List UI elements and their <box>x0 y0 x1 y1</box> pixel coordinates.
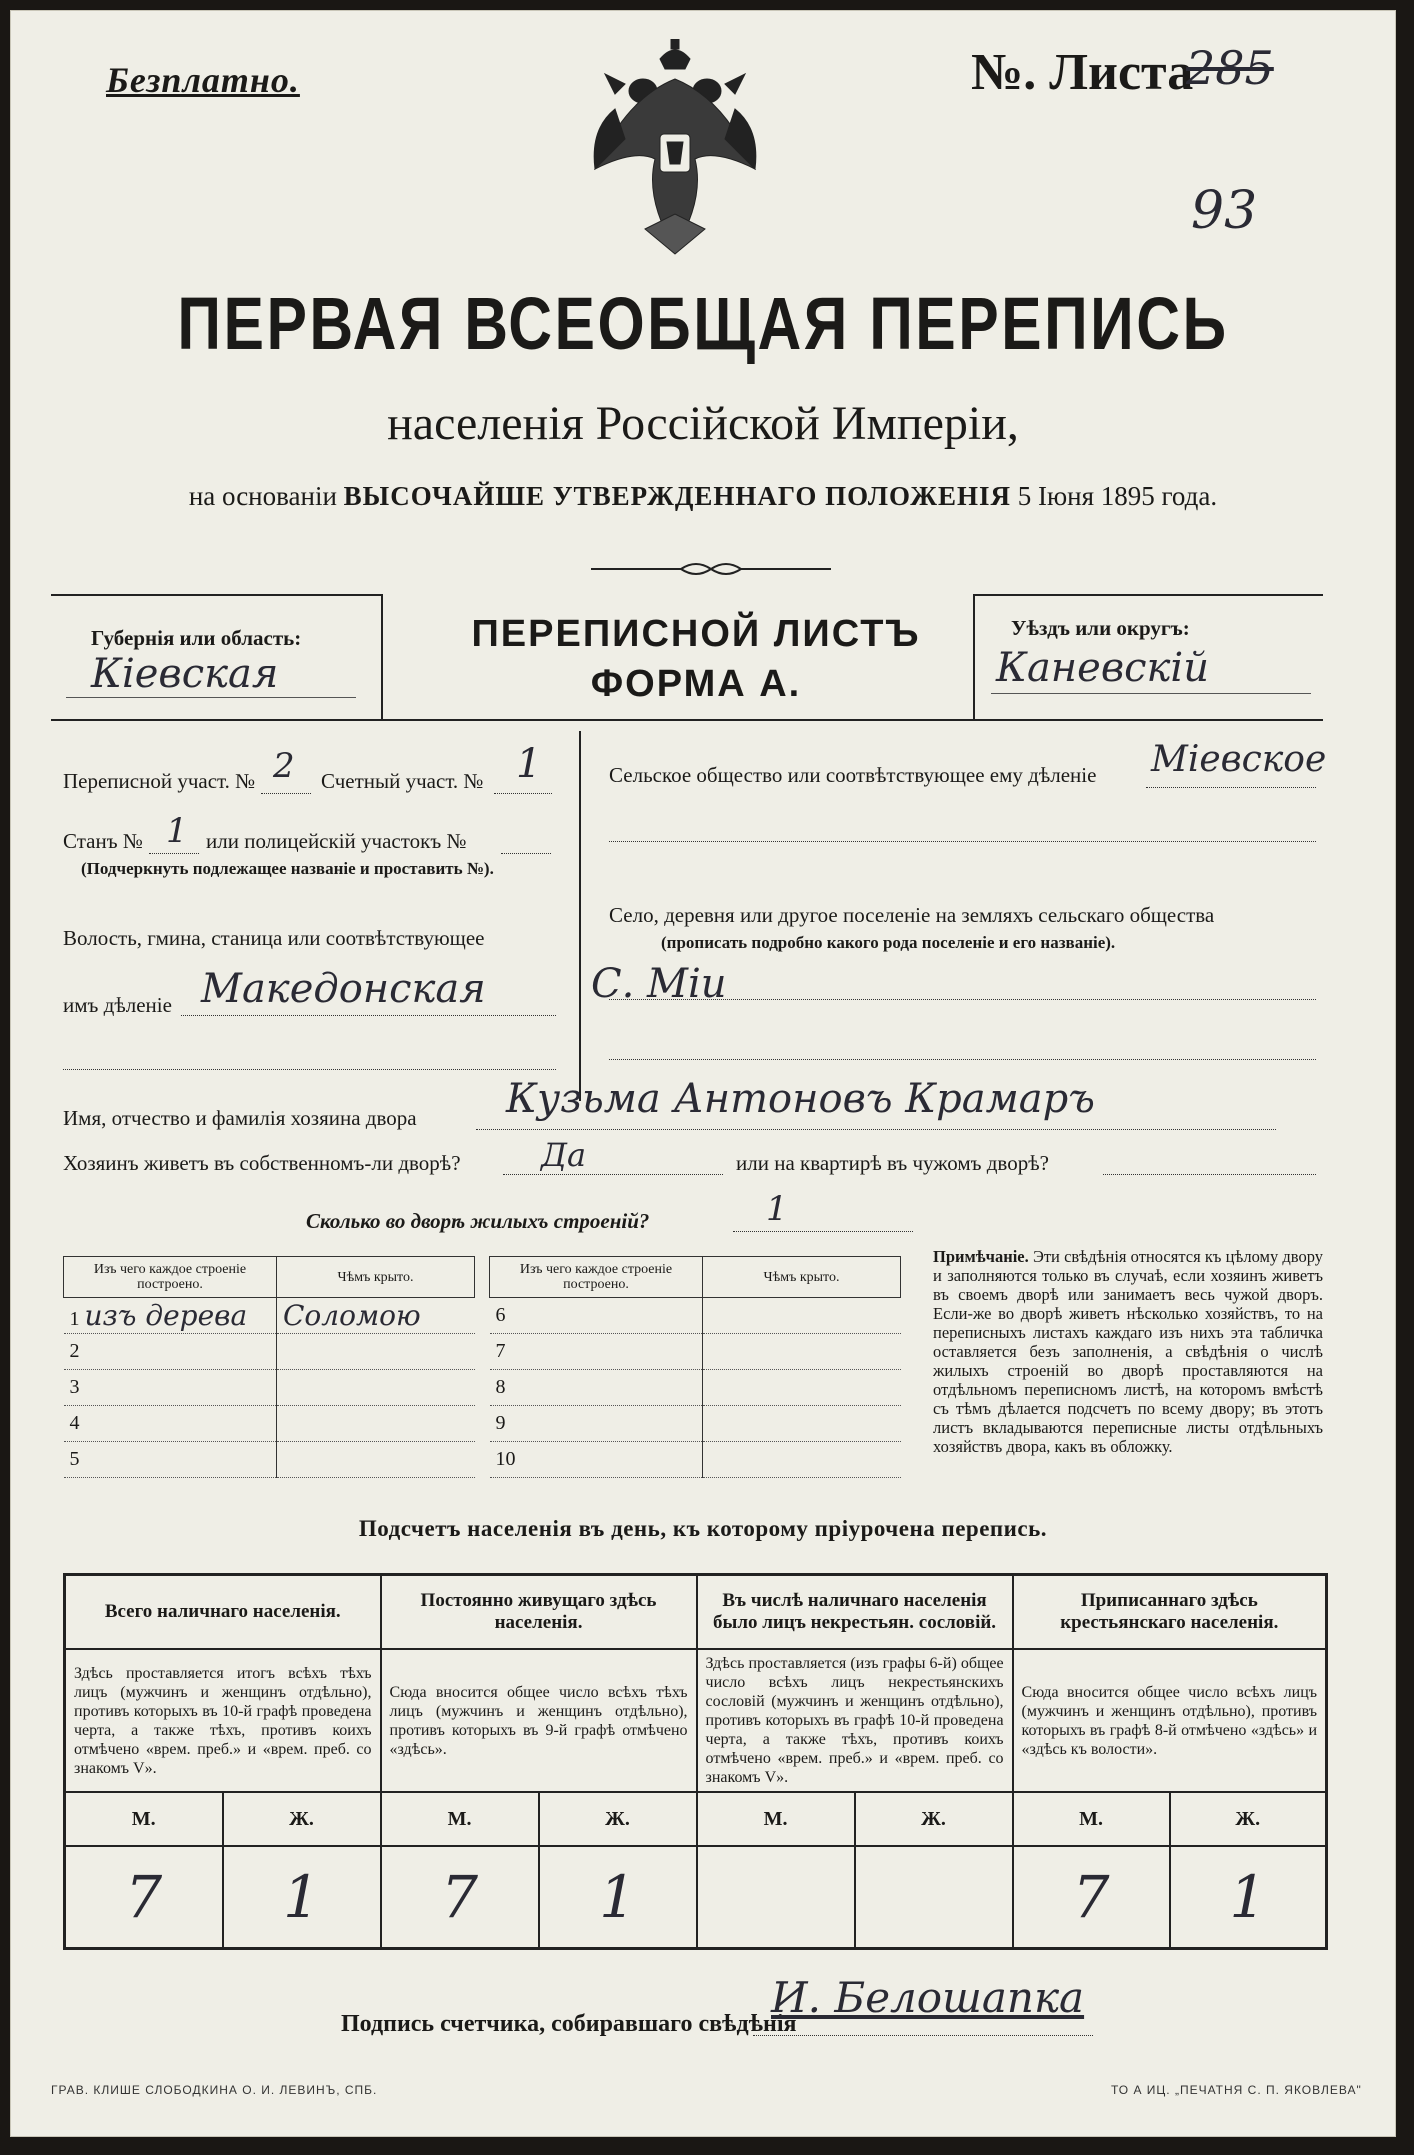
col-permanent-desc: Сюда вносится общее число всѣхъ тѣхъ лицъ (мужчинъ и женщинъ отдѣльно), противъ которыхъ въ 9-й графѣ отмѣчено «здѣсь». <box>381 1649 697 1792</box>
village-label: Село, деревня или другое поселеніе на земляхъ сельскаго общества <box>609 903 1215 927</box>
note-heading: Примѣчаніе. <box>933 1247 1029 1266</box>
buildings-table-right <box>489 1256 901 1478</box>
col-material: Изъ чего каждое строеніе построено. <box>64 1257 277 1298</box>
form-title-line1: ПЕРЕПИСНОЙ ЛИСТЪ <box>471 613 921 655</box>
total-male-value: 7 <box>65 1846 223 1949</box>
footer-printer: ТО А ИЦ. „ПЕЧАТНЯ С. П. ЯКОВЛЕВА" <box>1111 2083 1362 2097</box>
table-row: 6 <box>490 1298 901 1334</box>
permanent-female-value: 1 <box>539 1846 697 1949</box>
legal-basis: на основаніи ВЫСОЧАЙШЕ УТВЕРЖДЕННАГО ПОЛОЖЕНІЯ 5 Іюня 1895 года. <box>188 481 1218 511</box>
col-registered-head: Приписаннаго здѣсь крестьянскаго населенія. <box>1013 1575 1327 1650</box>
male-header: М. <box>1013 1792 1170 1846</box>
female-header: Ж. <box>1170 1792 1327 1846</box>
col-roof-2: Чѣмъ крыто. <box>703 1257 901 1298</box>
col-material-2: Изъ чего каждое строеніе построено. <box>490 1257 703 1298</box>
ornament-divider <box>591 559 831 579</box>
table-row: 3 <box>64 1370 475 1406</box>
nonpeasant-male-value <box>697 1846 855 1949</box>
gubernia-label: Губернія или область: <box>91 626 302 650</box>
uezd-value: Каневскiй <box>996 645 1209 691</box>
buildings-table-left <box>63 1256 475 1478</box>
village-value: С. Мiи <box>591 961 727 1007</box>
col-registered-desc: Сюда вносится общее число всѣхъ лицъ (мужчинъ и женщинъ отдѣльно), противъ которыхъ въ графѣ 8-й отмѣчено «здѣсь» и «здѣсь къ волости». <box>1013 1649 1327 1792</box>
sheet-number-value: 285 <box>1186 41 1274 95</box>
row1-roof: Соломою <box>283 1299 421 1332</box>
owner-value: Кузьма Антоновъ Крамаръ <box>506 1076 1095 1122</box>
table-row: 10 <box>490 1442 901 1478</box>
table-row: 7 <box>490 1334 901 1370</box>
footer-engraver: ГРАВ. КЛИШЕ СЛОБОДКИНА О. И. ЛЕВИНЪ, СПБ. <box>51 2083 378 2097</box>
double-headed-eagle-icon <box>585 39 765 259</box>
volost-value: Македонская <box>201 966 486 1012</box>
registered-male-value: 7 <box>1013 1846 1170 1949</box>
col-nonpeasant-head: Въ числѣ наличнаго населенія было лицъ некрестьян. сословій. <box>697 1575 1013 1650</box>
nonpeasant-female-value <box>855 1846 1013 1949</box>
society-label: Сельское общество или соотвѣтствующее ему дѣленіе <box>609 763 1097 787</box>
col-roof: Чѣмъ крыто. <box>277 1257 475 1298</box>
census-sheet <box>10 10 1396 2137</box>
female-header: Ж. <box>223 1792 381 1846</box>
count-district-value: 1 <box>516 741 542 787</box>
free-label: Безплатно. <box>106 60 300 100</box>
table-row: 5 <box>64 1442 475 1478</box>
col-total-head: Всего наличнаго населенія. <box>65 1575 381 1650</box>
form-subtitle: населенія Россійской Имперіи, <box>387 397 1019 450</box>
volost-label: Волость, гмина, станица или соотвѣтствующее <box>63 926 485 950</box>
village-note: (прописать подробно какого рода поселеніе и его названіе). <box>661 933 1116 952</box>
female-header: Ж. <box>855 1792 1013 1846</box>
male-header: М. <box>65 1792 223 1846</box>
form-title-line2: ФОРМА А. <box>590 663 802 705</box>
uezd-label: Уѣздъ или округъ: <box>1011 616 1190 640</box>
table-row: 4 <box>64 1406 475 1442</box>
count-district-label: Счетный участ. № <box>321 769 484 793</box>
own-yard-value: Да <box>541 1136 587 1174</box>
permanent-male-value: 7 <box>381 1846 539 1949</box>
table-row: 2 <box>64 1334 475 1370</box>
female-header: Ж. <box>539 1792 697 1846</box>
signature-value: И. Белошапка <box>771 1973 1085 2022</box>
registered-female-value: 1 <box>1170 1846 1327 1949</box>
table-row: 9 <box>490 1406 901 1442</box>
stan-value: 1 <box>166 811 188 851</box>
form-title <box>401 609 991 709</box>
stan-label: Станъ № <box>63 829 143 853</box>
sheet-number-label: №. Листа <box>971 44 1194 101</box>
male-header: М. <box>381 1792 539 1846</box>
owner-label: Имя, отчество и фамилія хозяина двора <box>63 1106 417 1130</box>
rented-label: или на квартирѣ въ чужомъ дворѣ? <box>736 1151 1049 1175</box>
buildings-value: 1 <box>766 1189 788 1229</box>
table-row: 8 <box>490 1370 901 1406</box>
total-female-value: 1 <box>223 1846 381 1949</box>
pencil-number: 93 <box>1191 181 1258 241</box>
form-main-title: ПЕРВАЯ ВСЕОБЩАЯ ПЕРЕПИСЬ <box>177 282 1229 365</box>
buildings-label: Сколько во дворѣ жилыхъ строеній? <box>306 1209 650 1233</box>
population-title: Подсчетъ населенія въ день, къ которому пріурочена перепись. <box>358 1516 1048 1541</box>
row1-material: изъ дерева <box>84 1299 248 1332</box>
col-nonpeasant-desc: Здѣсь проставляется (изъ графы 6-й) общее число всѣхъ лицъ некрестьянскихъ сословій (мужчинъ и женщинъ отдѣльно), противъ которыхъ въ графѣ 10-й проведена черта, а также тѣхъ, противъ коихъ отмѣчено «врем. преб.» и «врем. преб. со знакомъ V». <box>697 1649 1013 1792</box>
gubernia-value: Кiевская <box>91 651 279 697</box>
volost-label-2: имъ дѣленіе <box>63 993 172 1017</box>
male-header: М. <box>697 1792 855 1846</box>
society-value: Мiевское <box>1151 739 1327 780</box>
own-yard-label: Хозяинъ живетъ въ собственномъ-ли дворѣ? <box>63 1151 461 1175</box>
census-district-value: 2 <box>273 746 295 786</box>
col-total-desc: Здѣсь проставляется итогъ всѣхъ тѣхъ лицъ (мужчинъ и женщинъ отдѣльно), противъ которыхъ въ 10-й графѣ проведена черта, а также тѣхъ, противъ коихъ отмѣчено «врем. преб.» и «врем. преб. со знакомъ V». <box>65 1649 381 1792</box>
signature-label: Подпись счетчика, собиравшаго свѣдѣнія <box>341 2011 797 2037</box>
population-table <box>63 1573 1328 1950</box>
census-district-label: Переписной участ. № <box>63 769 256 793</box>
note-text: Примѣчаніе. Эти свѣдѣнія относятся къ цѣлому двору и заполняются только въ случаѣ, если хозяинъ живетъ въ своемъ дворѣ или занимаетъ весь чужой дворъ. Если-же во дворѣ живетъ нѣсколько хозяйствъ, то на переписныхъ листахъ каждаго изъ нихъ эта табличка оставляется безъ заполненія, а свѣдѣнія о числѣ жилыхъ строеній во дворѣ проставляются на отдѣльномъ переписномъ листѣ, на которомъ вмѣстѣ съ тѣмъ дѣлается подсчетъ по всему двору; въ этотъ листъ вкладываются переписные листы отдѣльныхъ хозяйствъ двора, какъ въ обложку. <box>933 1247 1324 1456</box>
underline-note: (Подчеркнуть подлежащее названіе и проставить №). <box>81 859 494 878</box>
police-district-label: или полицейскій участокъ № <box>206 829 467 853</box>
table-row: 1 изъ дерева Соломою <box>64 1298 475 1334</box>
col-permanent-head: Постоянно живущаго здѣсь населенія. <box>381 1575 697 1650</box>
